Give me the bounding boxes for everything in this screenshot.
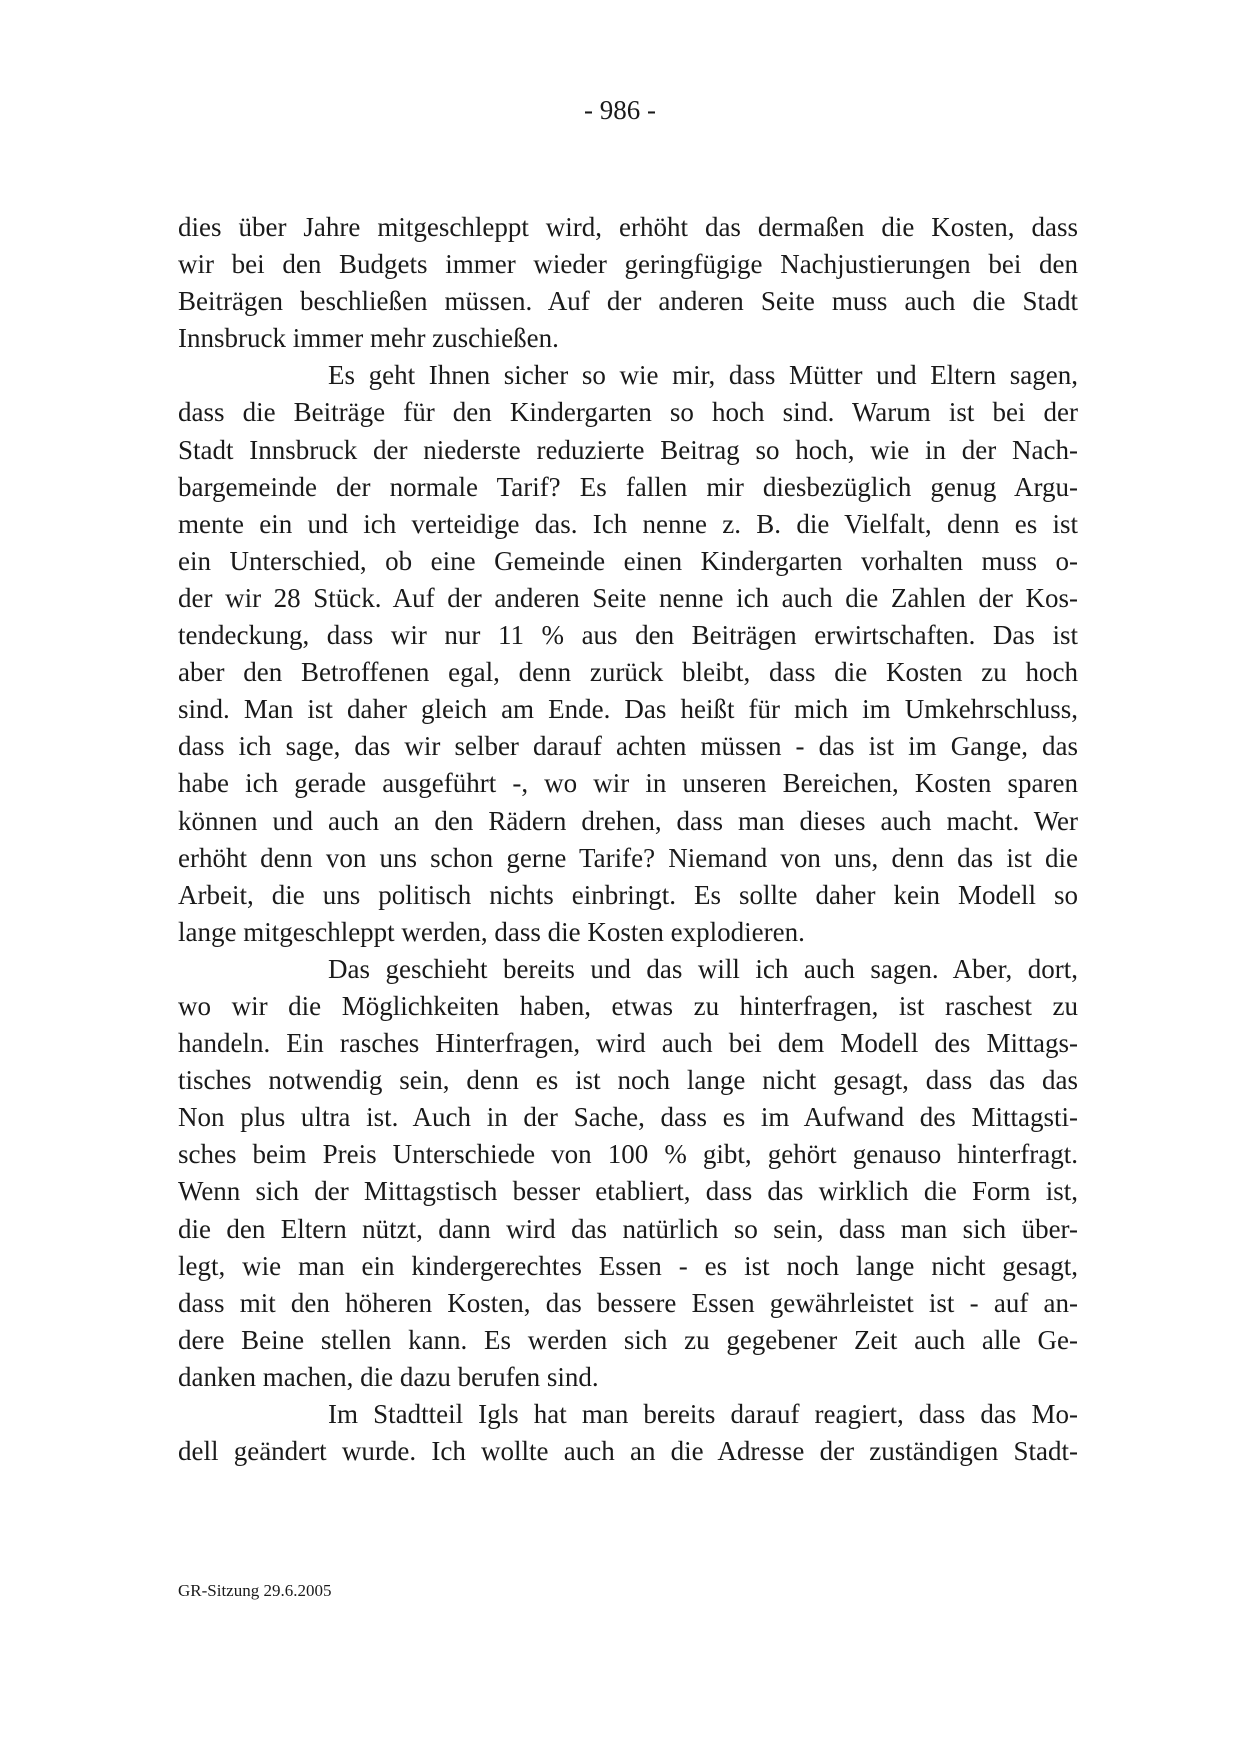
paragraph-first-line: Im Stadtteil Igls hat man bereits darauf reagiert, dass das Mo- [328, 1399, 1078, 1429]
text-line: danken machen, die dazu berufen sind. [178, 1361, 599, 1392]
text-line: tisches notwendig sein, denn es ist noch lange nicht gesagt, dass das das [178, 1065, 1078, 1096]
text-line: wo wir die Möglichkeiten haben, etwas zu hinterfragen, ist raschest zu [178, 990, 1078, 1021]
text-line: erhöht denn von uns schon gerne Tarife? Niemand von uns, denn das ist die [178, 842, 1078, 873]
text-line: Innsbruck immer mehr zuschießen. [178, 323, 559, 354]
text-line: dass mit den höheren Kosten, das bessere Essen gewährleistet ist - auf an- [178, 1287, 1078, 1318]
text-line: die den Eltern nützt, dann wird das natürlich so sein, dass man sich über- [178, 1213, 1078, 1244]
text-line: lange mitgeschleppt werden, dass die Kosten explodieren. [178, 916, 805, 947]
text-line: dies über Jahre mitgeschleppt wird, erhöht das dermaßen die Kosten, dass [178, 212, 1078, 242]
text-line: sind. Man ist daher gleich am Ende. Das heißt für mich im Umkehrschluss, [178, 694, 1078, 725]
body-text [178, 209, 1078, 1470]
text-line: tendeckung, dass wir nur 11 % aus den Beiträgen erwirtschaften. Das ist [178, 620, 1078, 651]
text-line: ein Unterschied, ob eine Gemeinde einen Kindergarten vorhalten muss o- [178, 545, 1078, 576]
text-line: bargemeinde der normale Tarif? Es fallen mir diesbezüglich genug Argu- [178, 471, 1078, 502]
text-line: dass die Beiträge für den Kindergarten so hoch sind. Warum ist bei der [178, 397, 1078, 428]
text-line: mente ein und ich verteidige das. Ich nenne z. B. die Vielfalt, denn es ist [178, 508, 1078, 539]
text-line: Beiträgen beschließen müssen. Auf der anderen Seite muss auch die Stadt [178, 286, 1078, 317]
text-line: der wir 28 Stück. Auf der anderen Seite nenne ich auch die Zahlen der Kos- [178, 582, 1078, 613]
text-line: Non plus ultra ist. Auch in der Sache, dass es im Aufwand des Mittagsti- [178, 1102, 1078, 1133]
text-line: Stadt Innsbruck der niederste reduzierte Beitrag so hoch, wie in der Nach- [178, 434, 1078, 465]
text-line: Arbeit, die uns politisch nichts einbringt. Es sollte daher kein Modell so [178, 879, 1078, 910]
text-line: Wenn sich der Mittagstisch besser etabliert, dass das wirklich die Form ist, [178, 1176, 1078, 1207]
text-line: legt, wie man ein kindergerechtes Essen - es ist noch lange nicht gesagt, [178, 1250, 1078, 1281]
footer-session-label: GR-Sitzung 29.6.2005 [178, 1581, 332, 1600]
text-line: sches beim Preis Unterschiede von 100 % gibt, gehört genauso hinterfragt. [178, 1139, 1078, 1170]
text-line: können und auch an den Rädern drehen, dass man dieses auch macht. Wer [178, 805, 1078, 836]
paragraph-first-line: Das geschieht bereits und das will ich auch sagen. Aber, dort, [328, 953, 1078, 984]
text-line: wir bei den Budgets immer wieder geringfügige Nachjustierungen bei den [178, 249, 1078, 280]
text-line: dass ich sage, das wir selber darauf achten müssen - das ist im Gange, das [178, 731, 1078, 762]
text-line: dere Beine stellen kann. Es werden sich zu gegebener Zeit auch alle Ge- [178, 1324, 1078, 1355]
page-number: - 986 - [584, 95, 656, 125]
paragraph-first-line: Es geht Ihnen sicher so wie mir, dass Mütter und Eltern sagen, [328, 360, 1078, 391]
text-line: aber den Betroffenen egal, denn zurück bleibt, dass die Kosten zu hoch [178, 657, 1078, 688]
text-line: dell geändert wurde. Ich wollte auch an die Adresse der zuständigen Stadt- [178, 1436, 1078, 1467]
text-line: habe ich gerade ausgeführt -, wo wir in unseren Bereichen, Kosten sparen [178, 768, 1078, 799]
text-line: handeln. Ein rasches Hinterfragen, wird auch bei dem Modell des Mittags- [178, 1028, 1078, 1059]
